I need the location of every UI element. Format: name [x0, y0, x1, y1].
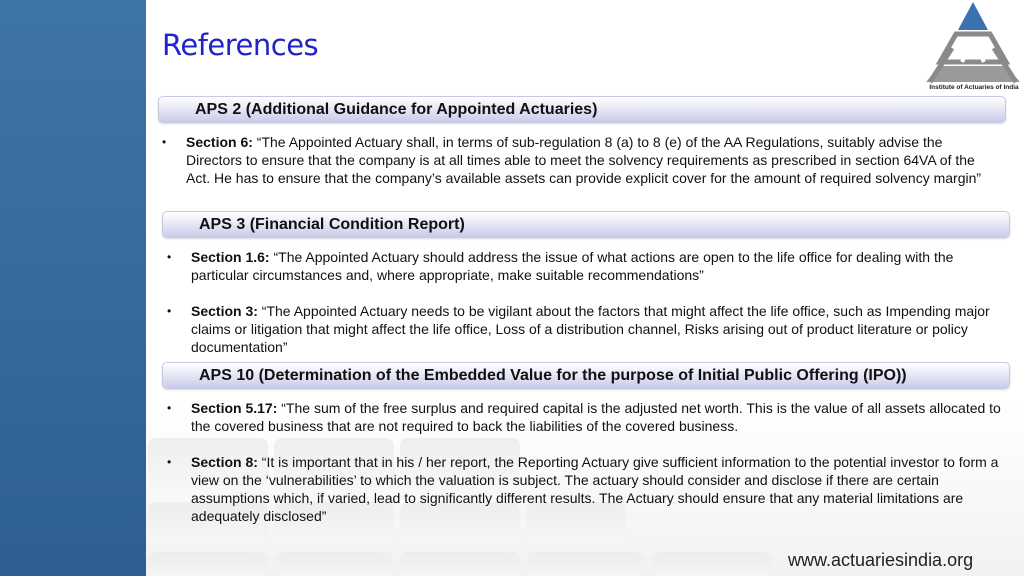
background-tile	[652, 552, 772, 576]
bullet-text: “It is important that in his / her report, the Reporting Actuary give sufficient information to the potential investor to form a view on the ‘vulnerabilities’ to which the valuation is subject. The actuary should consider and disclose if there are certain assumptions which, if varied, lead to significantly different results. The Actuary should ensure that any material limitations are adequately disclosed”	[191, 454, 999, 524]
bullet-text: “The Appointed Actuary shall, in terms of sub-regulation 8 (a) to 8 (e) of the AA Regulations, suitably advise the Directors to ensure that the company is at all times able to meet the solvency requirements as prescribed in section 64VA of the Act. He has to ensure that the company’s available assets can provide explicit cover for the amount of required solvency margin”	[186, 134, 982, 186]
bullet-dot: •	[167, 455, 172, 469]
list-item	[162, 133, 1002, 187]
footer-website-link[interactable]: www.actuariesindia.org	[788, 550, 974, 570]
bullet-dot: •	[167, 304, 172, 318]
bullet-label: Section 6:	[186, 134, 253, 150]
section-heading-aps10: APS 10 (Determination of the Embedded Value for the purpose of Initial Public Offering (IPO))	[162, 362, 1010, 389]
list-item	[167, 453, 1015, 525]
section-heading-aps3: APS 3 (Financial Condition Report)	[162, 211, 1010, 238]
institute-logo-icon	[922, 0, 1024, 96]
section-heading-aps2: APS 2 (Additional Guidance for Appointed Actuaries)	[158, 96, 1006, 123]
background-tile	[526, 552, 646, 576]
bullet-dot: •	[167, 401, 172, 415]
background-tile	[274, 552, 394, 576]
bullet-label: Section 8:	[191, 454, 258, 470]
list-item	[167, 399, 1007, 435]
bullet-text: “The Appointed Actuary should address the issue of what actions are open to the life office for dealing with the particular circumstances and, where appropriate, make suitable recommendations”	[191, 249, 954, 283]
bullet-label: Section 1.6:	[191, 249, 270, 265]
slide-title: References	[162, 28, 319, 62]
bullet-label: Section 5.17:	[191, 400, 278, 416]
bullet-dot: •	[167, 250, 172, 264]
bullet-label: Section 3:	[191, 303, 258, 319]
list-item	[167, 248, 1007, 284]
background-tile	[148, 552, 268, 576]
bullet-text: “The sum of the free surplus and required capital is the adjusted net worth. This is the value of all assets allocated to the covered business that are not required to back the liabilities of the covered business.	[191, 400, 1001, 434]
logo-caption: Institute of Actuaries of India	[929, 84, 1019, 91]
left-accent-bar	[0, 0, 146, 576]
background-tile	[400, 552, 520, 576]
bullet-dot: •	[162, 135, 167, 149]
bullet-text: “The Appointed Actuary needs to be vigilant about the factors that might affect the life office, such as Impending major claims or litigation that might affect the life office, Loss of a distribution channel, Risks arising out of product literature or policy documentation”	[191, 303, 990, 355]
list-item	[167, 302, 1007, 356]
